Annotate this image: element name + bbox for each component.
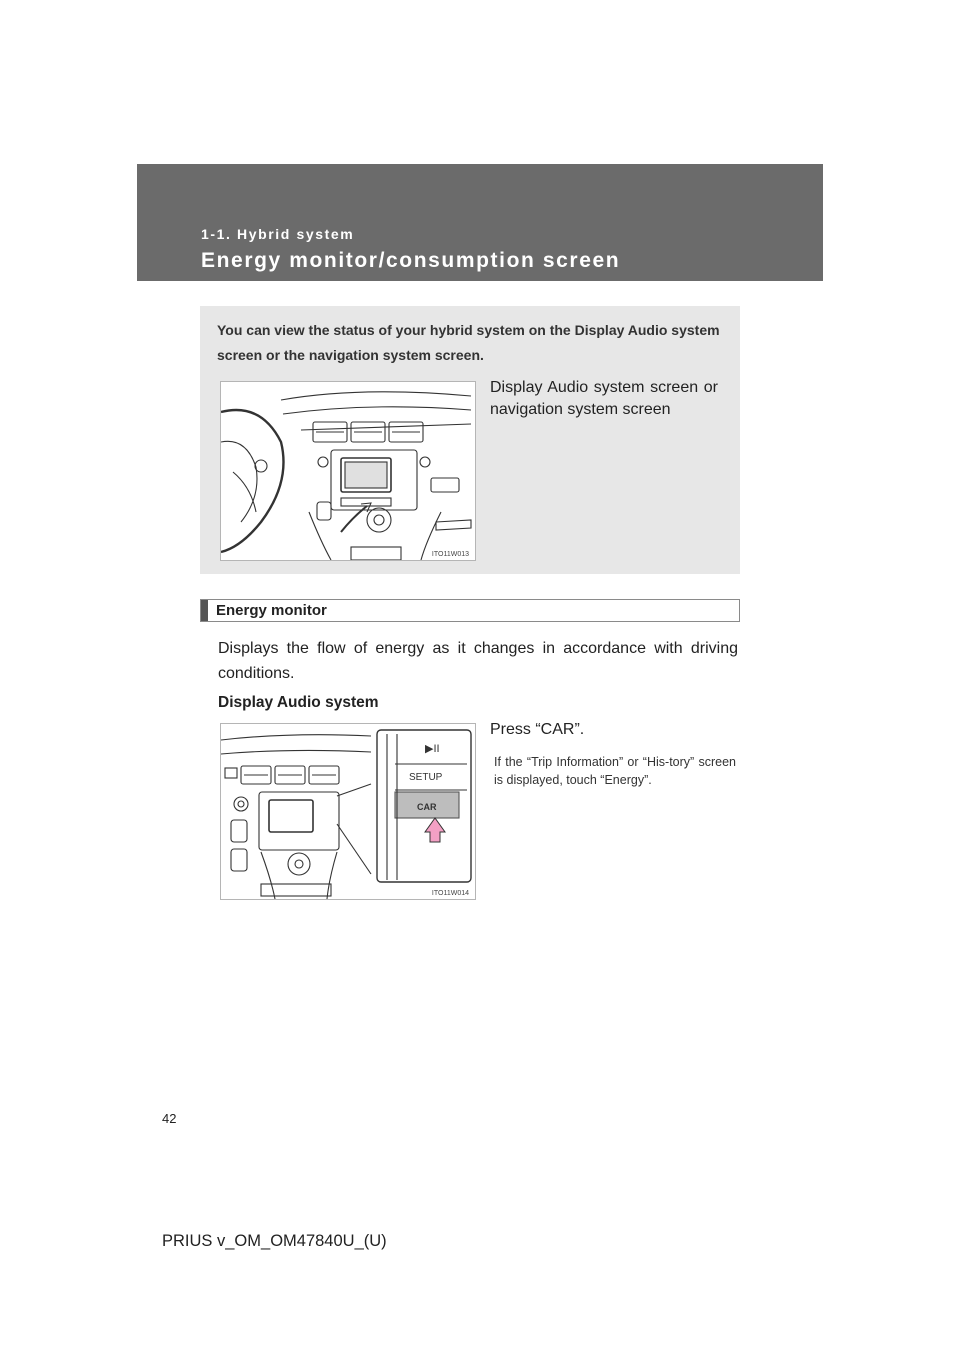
intro-text: You can view the status of your hybrid system on the Display Audio system screen or the navigation system screen. xyxy=(217,322,720,363)
press-car-step: Press “CAR”. xyxy=(490,721,585,738)
energy-monitor-heading xyxy=(200,599,740,622)
press-arrow-icon xyxy=(425,818,445,842)
dashboard-drawing xyxy=(221,382,475,560)
trip-info-note: If the “Trip Information” or “His-tory” screen is displayed, touch “Energy”. xyxy=(494,755,736,787)
car-button-illustration xyxy=(220,723,476,900)
energy-monitor-heading-label: Energy monitor xyxy=(216,602,327,619)
play-pause-label: ▶II xyxy=(425,743,440,755)
screen-callout: Display Audio system screen or navigation system screen xyxy=(490,379,718,418)
display-audio-subheading: Display Audio system xyxy=(218,694,379,711)
illustration-code-2: ITO11W014 xyxy=(431,890,469,897)
dashboard-illustration xyxy=(220,381,476,561)
page-title: Energy monitor/consumption screen xyxy=(201,249,621,272)
document-code: PRIUS v_OM_OM47840U_(U) xyxy=(162,1232,387,1250)
intro-box xyxy=(200,306,740,574)
chapter-header-band xyxy=(137,164,823,281)
section-label: 1-1. Hybrid system xyxy=(201,226,355,242)
page-number: 42 xyxy=(162,1111,177,1126)
heading-accent xyxy=(201,600,208,621)
setup-label: SETUP xyxy=(409,772,443,783)
illustration-code: ITO11W013 xyxy=(431,551,469,558)
car-button-drawing xyxy=(221,724,475,899)
energy-monitor-description: Displays the flow of energy as it changes in accordance with driving conditions. xyxy=(218,640,738,682)
car-label: CAR xyxy=(417,802,437,812)
